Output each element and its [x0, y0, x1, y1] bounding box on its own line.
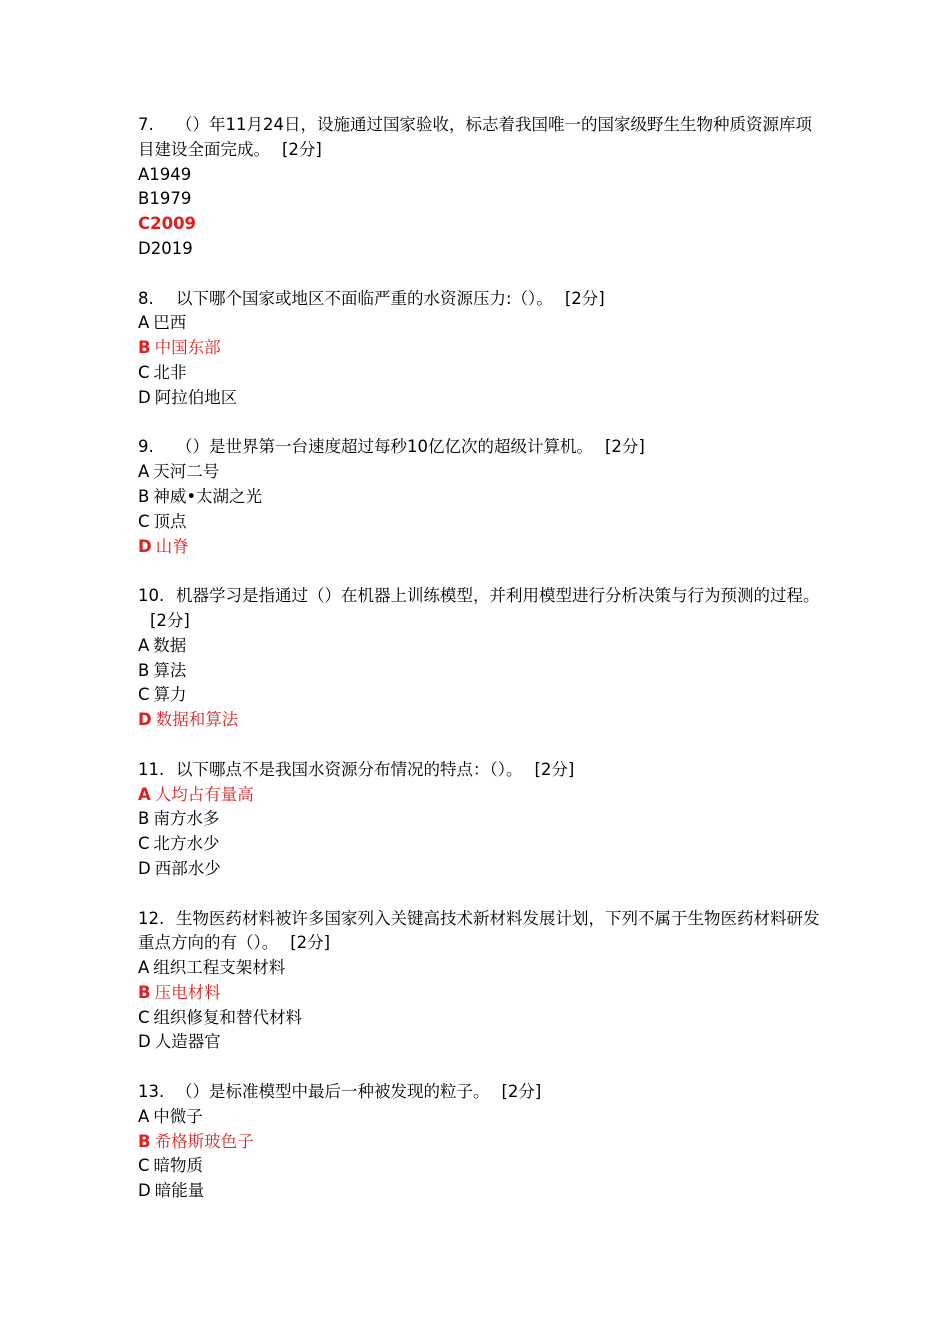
option-letter: B: [138, 982, 151, 1002]
answer-option: [138, 956, 828, 981]
answer-option: [138, 163, 828, 188]
question-text: （）是世界第一台速度超过每秒10亿亿次的超级计算机。: [176, 437, 593, 457]
answer-option: [138, 1105, 828, 1130]
answer-option: [138, 237, 828, 262]
option-text: 人均占有量高: [154, 784, 254, 804]
answer-option: [138, 510, 828, 535]
option-letter: D: [138, 387, 151, 407]
option-letter: B: [138, 486, 150, 506]
option-text: 算力: [153, 685, 187, 705]
option-text: 山脊: [155, 536, 189, 556]
question-score: [2分]: [605, 437, 645, 457]
answer-option: [138, 1179, 828, 1204]
option-text: 2019: [150, 238, 193, 258]
option-letter: B: [138, 338, 151, 358]
option-text: 暗物质: [153, 1156, 204, 1176]
answer-option: [138, 485, 828, 510]
option-text: 希格斯玻色子: [154, 1131, 254, 1151]
option-letter: B: [138, 189, 150, 209]
option-letter: A: [138, 462, 150, 482]
answer-option: [138, 1154, 828, 1179]
question-text: （）年11月24日，设施通过国家验收，标志着我国唯一的国家级野生生物种质资源库项目建设全面完成。: [138, 115, 812, 159]
question-stem: [138, 907, 828, 957]
question-text: 机器学习是指通过（）在机器上训练模型，并利用模型进行分析决策与行为预测的过程。: [176, 586, 820, 606]
option-letter: D: [138, 1032, 151, 1052]
question-number: 10.: [138, 586, 165, 606]
option-text: 暗能量: [154, 1181, 205, 1201]
question-number: 13.: [138, 1082, 165, 1102]
question-stem: [138, 584, 828, 634]
option-text: 神威•太湖之光: [153, 486, 263, 506]
answer-option: [138, 832, 828, 857]
answer-option: [138, 857, 828, 882]
answer-option: [138, 1030, 828, 1055]
question-stem: [138, 287, 828, 312]
question-stem: [138, 1080, 828, 1105]
question-number: 7.: [138, 115, 154, 134]
question-score: [2分]: [564, 288, 605, 308]
option-text: 阿拉伯地区: [154, 387, 238, 407]
option-text: 1979: [149, 189, 192, 209]
answer-option: [138, 1006, 828, 1031]
question-text: 以下哪点不是我国水资源分布情况的特点：（）。: [176, 759, 523, 779]
option-text: 西部水少: [154, 858, 221, 878]
question-block: [138, 758, 828, 882]
question-number: 9.: [138, 437, 154, 457]
question-text: 生物医药材料被许多国家列入关键高技术新材料发展计划，下列不属于生物医药材料研发重点方向的有（）。: [138, 908, 820, 953]
option-text: 2009: [150, 214, 197, 234]
option-text: 数据和算法: [155, 710, 239, 730]
question-block: [138, 435, 828, 559]
answer-option-correct: [138, 1130, 828, 1155]
option-letter: A: [138, 784, 151, 804]
question-block: [138, 907, 828, 1056]
option-text: 组织工程支架材料: [153, 958, 286, 978]
answer-option: [138, 634, 828, 659]
option-letter: A: [138, 1106, 150, 1126]
option-letter: B: [138, 1131, 151, 1151]
answer-option-correct: [138, 783, 828, 808]
question-block: [138, 287, 828, 411]
option-letter: C: [138, 834, 150, 854]
option-text: 顶点: [153, 511, 187, 531]
option-letter: D: [138, 710, 152, 730]
option-letter: D: [138, 1181, 151, 1201]
answer-option: [138, 807, 828, 832]
answer-option-correct: [138, 708, 828, 733]
question-score: [2分]: [290, 933, 331, 953]
option-letter: D: [138, 858, 151, 878]
answer-option: [138, 187, 828, 212]
option-letter: A: [138, 164, 150, 184]
option-letter: C: [138, 511, 150, 531]
option-text: 北非: [153, 362, 187, 382]
question-number: 11.: [138, 759, 165, 779]
option-letter: C: [138, 685, 150, 705]
answer-option: [138, 386, 828, 411]
answer-option: [138, 460, 828, 485]
option-letter: A: [138, 635, 150, 655]
option-letter: C: [138, 362, 150, 382]
option-letter: C: [138, 1156, 150, 1176]
option-text: 北方水少: [153, 834, 220, 854]
option-letter: B: [138, 660, 150, 680]
question-score: [2分]: [150, 610, 190, 630]
exam-document: [138, 113, 828, 1229]
option-text: 1949: [149, 164, 192, 184]
question-text: 以下哪个国家或地区不面临严重的水资源压力:（）。: [176, 288, 553, 308]
answer-option: [138, 659, 828, 684]
option-text: 中微子: [153, 1106, 203, 1126]
option-text: 数据: [153, 635, 187, 655]
option-letter: C: [138, 1007, 150, 1027]
answer-option-correct: [138, 212, 828, 237]
answer-option: [138, 683, 828, 708]
question-number: 8.: [138, 288, 154, 308]
answer-option: [138, 361, 828, 386]
question-stem: [138, 113, 828, 163]
option-text: 人造器官: [154, 1032, 221, 1052]
option-letter: C: [138, 214, 151, 234]
question-block: [138, 1080, 828, 1204]
option-text: 压电材料: [154, 982, 221, 1002]
option-letter: D: [138, 238, 151, 258]
option-text: 天河二号: [153, 462, 220, 482]
question-score: [2分]: [534, 759, 575, 779]
option-letter: A: [138, 313, 150, 333]
option-text: 中国东部: [154, 338, 221, 358]
answer-option-correct: [138, 336, 828, 361]
option-letter: B: [138, 809, 150, 829]
question-text: （）是标准模型中最后一种被发现的粒子。: [176, 1082, 490, 1102]
answer-option-correct: [138, 981, 828, 1006]
answer-option-correct: [138, 535, 828, 560]
answer-option: [138, 311, 828, 336]
question-block: [138, 584, 828, 733]
option-letter: A: [138, 958, 150, 978]
option-text: 组织修复和替代材料: [153, 1007, 303, 1027]
question-stem: [138, 758, 828, 783]
option-letter: D: [138, 536, 152, 556]
question-stem: [138, 435, 828, 460]
question-block: [138, 113, 828, 262]
question-score: [2分]: [282, 139, 322, 159]
question-score: [2分]: [501, 1082, 542, 1102]
option-text: 南方水多: [153, 809, 220, 829]
option-text: 算法: [153, 660, 187, 680]
option-text: 巴西: [153, 313, 187, 333]
question-number: 12.: [138, 908, 165, 928]
